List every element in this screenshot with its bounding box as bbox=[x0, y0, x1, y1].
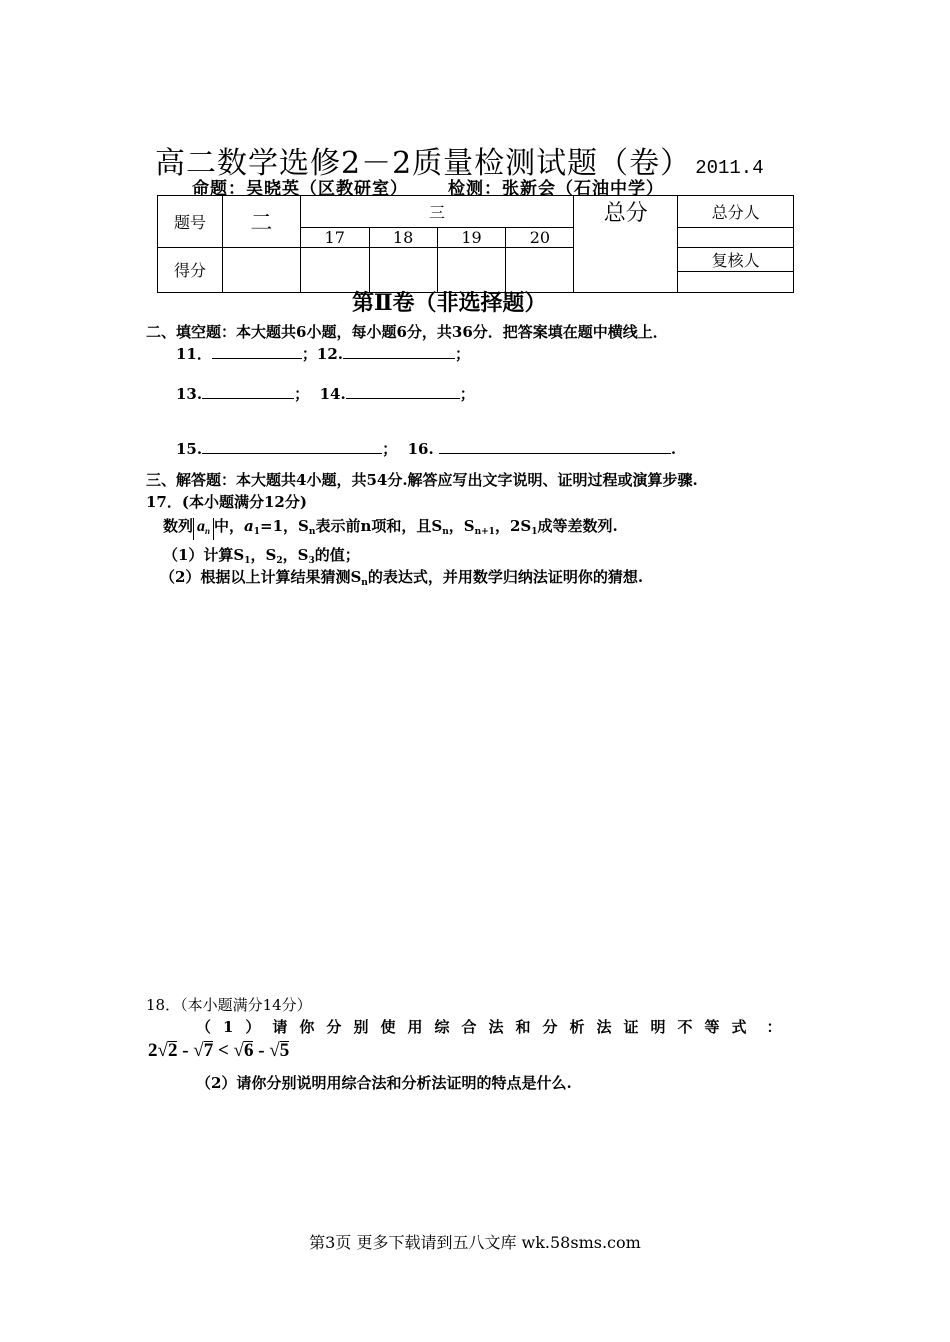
q17-part2 bbox=[160, 566, 643, 588]
score-box-sec2[interactable] bbox=[222, 247, 300, 292]
solve-heading: 三、解答题：本大题共4小题，共54分.解答应写出文字说明、证明过程或演算步骤. bbox=[146, 471, 698, 489]
score-table bbox=[157, 195, 794, 293]
fill-in-heading: 二、填空题：本大题共6小题，每小题6分，共36分．把答案填在题中横线上． bbox=[146, 323, 668, 341]
total-person-label: 总分人 bbox=[678, 196, 794, 228]
section-title: 第Ⅱ卷（非选择题） bbox=[352, 290, 547, 316]
q17-p1-a: （1）计算S bbox=[163, 546, 245, 564]
q17-p2-sub: n bbox=[361, 578, 368, 588]
math-radicand-6: 6 bbox=[243, 1040, 254, 1061]
section-two-cell: 二 bbox=[222, 196, 300, 248]
fill-row-13-14 bbox=[176, 383, 475, 404]
math-radicand-5: 5 bbox=[279, 1040, 290, 1061]
title-text: 高二数学选修2－2质量检测试题（卷） bbox=[155, 146, 692, 181]
author-label: 命题：吴晓英（区教研室） bbox=[192, 179, 408, 199]
row-label-score: 得分 bbox=[158, 247, 223, 292]
seq-var: a bbox=[197, 518, 206, 535]
sep-12: ； bbox=[455, 345, 471, 363]
fill-row-11-12 bbox=[176, 343, 470, 364]
q14-blank[interactable] bbox=[346, 383, 460, 399]
q18-cell: 18 bbox=[369, 227, 437, 247]
reviewer-label: 复核人 bbox=[678, 247, 794, 271]
math-minus-1: - bbox=[177, 1040, 194, 1061]
math-minus-2: - bbox=[253, 1040, 270, 1061]
q17-statement bbox=[163, 515, 618, 540]
q17-sn1-sub: n+1 bbox=[474, 527, 495, 537]
q13-label: 13. bbox=[176, 385, 203, 403]
row-label-question: 题号 bbox=[158, 196, 223, 248]
q17-s1-sub: 1 bbox=[531, 527, 538, 537]
q14-label: 14. bbox=[319, 385, 346, 403]
title-date: 2011.4 bbox=[695, 157, 764, 179]
q17-sn-sub: n bbox=[308, 527, 316, 537]
q17-a1: a bbox=[244, 517, 254, 535]
total-person-box[interactable] bbox=[678, 227, 794, 247]
q18-p1-text: （1）请你分别使用综合法和分析法证明不等式 bbox=[196, 1018, 759, 1036]
math-radicand-2: 2 bbox=[167, 1040, 178, 1061]
page-footer: 第3页 更多下载请到五八文库 wk.58sms.com bbox=[309, 1233, 641, 1252]
q17-p1-b: ，S bbox=[250, 546, 277, 564]
q18-part2: （2）请你分别说明用综合法和分析法证明的特点是什么. bbox=[196, 1074, 572, 1092]
section-three-cell: 三 bbox=[300, 196, 574, 228]
q17-p1-s2: 2 bbox=[276, 556, 283, 566]
q17-text-g: ，2S bbox=[494, 517, 532, 535]
sep-11: ； bbox=[301, 345, 317, 363]
reviewer-box[interactable] bbox=[678, 271, 794, 292]
q12-blank[interactable] bbox=[343, 343, 455, 359]
q17-p1-d: 的值； bbox=[314, 546, 360, 564]
q17-text-d: =1，S bbox=[260, 517, 309, 535]
q17-a1-sub: 1 bbox=[253, 527, 261, 537]
fill-row-15-16 bbox=[176, 438, 676, 459]
math-two: 2 bbox=[148, 1040, 158, 1061]
math-radicand-7: 7 bbox=[203, 1040, 214, 1061]
q11-label: 11． bbox=[176, 345, 212, 363]
q16-label: 16. bbox=[407, 440, 434, 458]
q18-inequality: 2√2 - √7 < √6 - √5 bbox=[148, 1040, 290, 1061]
sep-13: ； bbox=[294, 385, 310, 403]
q17-text-f: ，S bbox=[448, 517, 475, 535]
q18-colon: ： bbox=[766, 1018, 782, 1036]
q17-cell: 17 bbox=[300, 227, 369, 247]
sequence-symbol bbox=[193, 518, 214, 540]
q17-p1-s3: 3 bbox=[308, 556, 315, 566]
q17-p1-c: ，S bbox=[282, 546, 309, 564]
q17-text-h: 成等差数列. bbox=[537, 517, 618, 535]
end-16: . bbox=[670, 440, 677, 458]
q17-text-a: 数列 bbox=[163, 517, 194, 535]
total-score-box[interactable] bbox=[574, 227, 678, 292]
q17-heading: 17．(本小题满分12分) bbox=[146, 493, 307, 511]
checker-label: 检测：张新会（石油中学） bbox=[448, 179, 664, 199]
math-less-than: < bbox=[213, 1040, 234, 1061]
q17-p1-s1: 1 bbox=[244, 556, 251, 566]
q16-blank[interactable] bbox=[439, 438, 671, 454]
q15-blank[interactable] bbox=[202, 438, 382, 454]
q17-p2-b: 的表达式，并用数学归纳法证明你的猜想. bbox=[367, 568, 644, 586]
q17-text-e: 表示前n项和，且S bbox=[315, 517, 443, 535]
q17-p2-a: （2）根据以上计算结果猜测S bbox=[160, 568, 362, 586]
q18-heading: 18．（本小题满分14分） bbox=[146, 996, 312, 1014]
total-cell: 总分 bbox=[574, 196, 678, 228]
q11-blank[interactable] bbox=[212, 343, 302, 359]
q19-cell: 19 bbox=[437, 227, 506, 247]
sep-14: ； bbox=[459, 385, 475, 403]
sep-15: ； bbox=[382, 440, 398, 458]
q18-part1 bbox=[196, 1016, 781, 1037]
q13-blank[interactable] bbox=[202, 383, 294, 399]
q17-text-b: 中， bbox=[214, 517, 245, 535]
q15-label: 15. bbox=[176, 440, 203, 458]
q17-sn2-sub: n bbox=[442, 527, 449, 537]
seq-sub: n bbox=[205, 526, 211, 536]
q12-label: 12. bbox=[316, 345, 343, 363]
q20-cell: 20 bbox=[506, 227, 574, 247]
q17-part1 bbox=[163, 544, 360, 566]
